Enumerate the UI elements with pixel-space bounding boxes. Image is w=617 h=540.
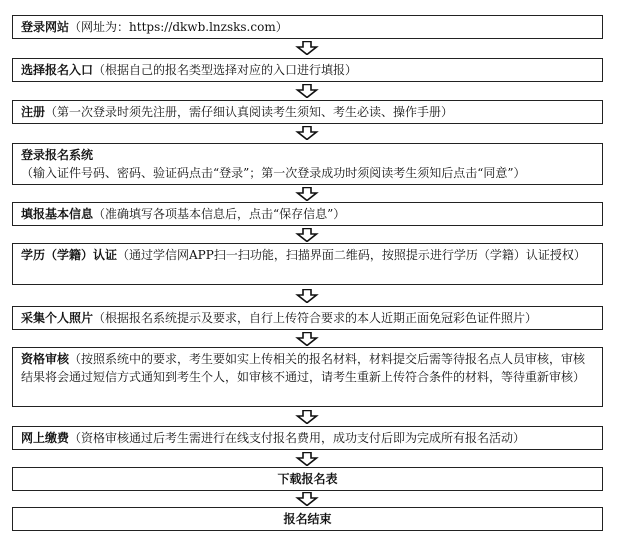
step-desc: （按照系统中的要求，考生要如实上传相关的报名材料，材料提交后需等待报名点人员审核，审核结果将会通过短信方式通知到考生个人，如审核不通过，请考生重新上传符合条件的材料，等待重新审核） — [21, 352, 586, 384]
step-finish — [12, 507, 603, 531]
step-desc: （第一次登录时须先注册，需仔细认真阅读考生须知、考生必读、操作手册） — [45, 105, 454, 119]
down-arrow-icon — [295, 410, 319, 424]
step-title: 选择报名入口 — [21, 63, 94, 77]
step-title: 网上缴费 — [21, 431, 70, 445]
down-arrow-icon — [295, 126, 319, 140]
step-desc: （输入证件号码、密码、验证码点击“登录”；第一次登录成功时须阅读考生须知后点击“同意”） — [21, 166, 526, 180]
down-arrow-icon — [295, 492, 319, 506]
step-login-website — [12, 15, 603, 39]
step-desc: （准确填写各项基本信息后，点击“保存信息”） — [93, 207, 346, 221]
step-title: 采集个人照片 — [21, 311, 94, 325]
step-desc: （通过学信网APP扫一扫功能，扫描界面二维码，按照提示进行学历（学籍）认证授权） — [117, 248, 586, 262]
down-arrow-icon — [295, 228, 319, 242]
down-arrow-icon — [295, 41, 319, 55]
step-download-form — [12, 467, 603, 491]
step-title: 登录报名系统 — [21, 148, 94, 162]
down-arrow-icon — [295, 332, 319, 346]
step-title: 下载报名表 — [277, 472, 338, 486]
step-title: 资格审核 — [21, 352, 70, 366]
down-arrow-icon — [295, 289, 319, 303]
step-desc: （根据报名系统提示及要求，自行上传符合要求的本人近期正面免冠彩色证件照片） — [93, 311, 538, 325]
step-desc: （网址为：https://dkwb.lnzsks.com） — [69, 20, 288, 34]
step-title: 登录网站 — [21, 20, 70, 34]
step-photo — [12, 306, 603, 330]
step-desc: （资格审核通过后考生需进行在线支付报名费用，成功支付后即为完成所有报名活动） — [69, 431, 526, 445]
down-arrow-icon — [295, 84, 319, 98]
down-arrow-icon — [295, 187, 319, 201]
step-title: 学历（学籍）认证 — [21, 248, 118, 262]
step-basic-info — [12, 202, 603, 226]
step-title: 填报基本信息 — [21, 207, 94, 221]
step-qualification-review — [12, 347, 603, 407]
step-desc: （根据自己的报名类型选择对应的入口进行填报） — [93, 63, 358, 77]
step-register — [12, 100, 603, 124]
down-arrow-icon — [295, 452, 319, 466]
step-payment — [12, 426, 603, 450]
step-title: 报名结束 — [283, 512, 332, 526]
step-login-system — [12, 143, 603, 185]
step-title: 注册 — [21, 105, 46, 119]
step-select-entry — [12, 58, 603, 82]
step-education-verify — [12, 243, 603, 285]
